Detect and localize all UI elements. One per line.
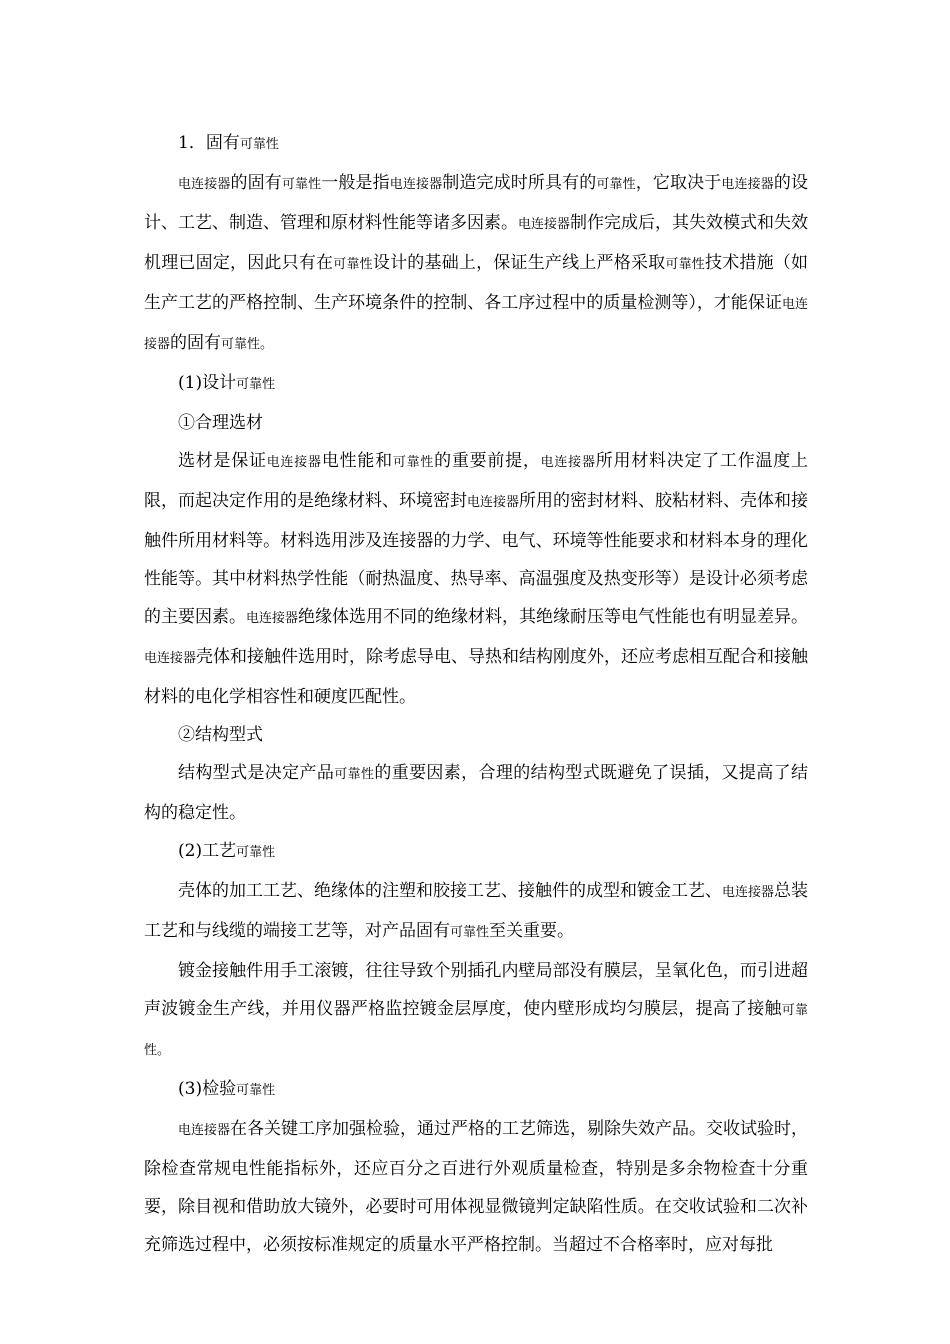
text: ，它取决于 [635,173,722,193]
term: 电连接器 [266,455,322,470]
heading-term: 可靠性 [236,845,276,860]
text: 至关重要。 [489,921,575,941]
heading-term: 可靠性 [236,377,276,392]
text: 壳体的加工工艺、绝缘体的注塑和胶接工艺、接触件的成型和镀金工艺、 [178,881,722,901]
term: 电连接器 [144,651,197,666]
text: 的固有 [230,173,282,193]
text: 的重要前提， [434,451,541,471]
text: 制造完成时所具有的 [442,173,597,193]
text: 电性能和 [321,451,393,471]
term: 可靠性 [596,177,636,192]
paragraph-structure-type [144,754,808,832]
document-page [144,124,808,1264]
text: 结构型式是决定产品 [178,763,335,783]
text: 的设计、工艺、制造、管理和原材料性能等诸多因素。 [144,173,808,233]
term: 可靠性 [392,455,435,470]
heading-term: 可靠性 [239,137,279,152]
term: 电连接器 [721,177,774,192]
paragraph-inspection [144,1110,808,1264]
heading-process-reliability [144,832,808,872]
term: 可靠性 [334,767,375,782]
text: 技术措施（如生产工艺的严格控制、生产环境条件的控制、各工序过程中的质量检测等），才能保证 [144,253,809,313]
text: 在各关键工序加强检验，通过严格的工艺筛选，剔除失效产品。交收试验时，除检查常规电性能指标外，还应百分之百进行外观质量检查，特别是多余物检查十分重要，除目视和借助放大镜外，必要时可用体视显微镜判定缺陷性质。在交收试验和二次补充筛选过程中，必须按标准规定的质量水平严格控制。当超过不合格率时，应对每批 [144,1119,809,1255]
text: 选材是保证 [178,451,267,471]
term: 可靠性 [450,925,490,940]
term: 可靠性。 [221,337,274,352]
heading-text: (1)设计 [178,373,237,393]
term: 电连接器 [518,217,571,232]
heading-term: 可靠性 [236,1083,276,1098]
heading-text: ①合理选材 [178,413,263,433]
heading-material-selection [144,404,808,442]
term: 电连接器 [467,495,520,510]
heading-inherent-reliability [144,124,808,164]
paragraph-material-selection [144,442,808,716]
term: 可靠性 [665,257,705,272]
term: 电连接器 [178,177,231,192]
heading-text: (3)检验 [178,1079,237,1099]
term: 电连接器 [722,885,775,900]
term: 电连接器 [246,611,299,626]
term: 可靠性 [281,177,322,192]
heading-text: 1．固有 [178,133,240,153]
text: 所用的密封材料、胶粘材料、壳体和接触件所用材料等。材料选用涉及连接器的力学、电气、环境等性能要求和材料本身的理化性能等。其中材料热学性能（耐热温度、热导率、高温强度及热变形等）是设计必须考虑的主要因素。 [144,491,809,627]
paragraph-process [144,872,808,952]
paragraph-gold-plating [144,952,808,1070]
text: 镀金接触件用手工滚镀，往往导致个别插孔内壁局部没有膜层，呈氧化色，而引进超声波镀金生产线，并用仪器严格监控镀金层厚度，使内壁形成均匀膜层，提高了接触 [144,961,808,1019]
heading-text: ②结构型式 [178,725,263,745]
heading-text: (2)工艺 [178,841,237,861]
term: 电连接器 [540,455,596,470]
paragraph-inherent-reliability [144,164,808,364]
term: 电连接器 [144,297,808,352]
term: 可靠性。 [144,1003,808,1058]
text: 设计的基础上，保证生产线上严格采取 [372,253,666,273]
text: 制作完成后，其失效模式和失效机理已固定，因此只有在 [144,213,809,273]
heading-inspection-reliability [144,1070,808,1110]
text: 的固有 [170,333,222,353]
text: 绝缘体选用不同的绝缘材料，其绝缘耐压等电气性能也有明显差异。 [298,607,809,627]
text: 壳体和接触件选用时，除考虑导电、导热和结构刚度外，还应考虑相互配合和接触材料的电化学相容性和硬度匹配性。 [144,647,809,707]
heading-design-reliability [144,364,808,404]
text: 一般是指 [321,173,390,193]
term: 可靠性 [333,257,373,272]
text: 的重要因素，合理的结构型式既避免了误插，又提高了结构的稳定性。 [144,763,808,823]
term: 电连接器 [178,1123,231,1138]
text: 总装工艺和与线缆的端接工艺等，对产品固有 [144,881,809,941]
heading-structure-type [144,716,808,754]
text: 所用材料决定了工作温度上限，而起决定作用的是绝缘材料、环境密封 [144,451,809,511]
term: 电连接器 [389,177,443,192]
